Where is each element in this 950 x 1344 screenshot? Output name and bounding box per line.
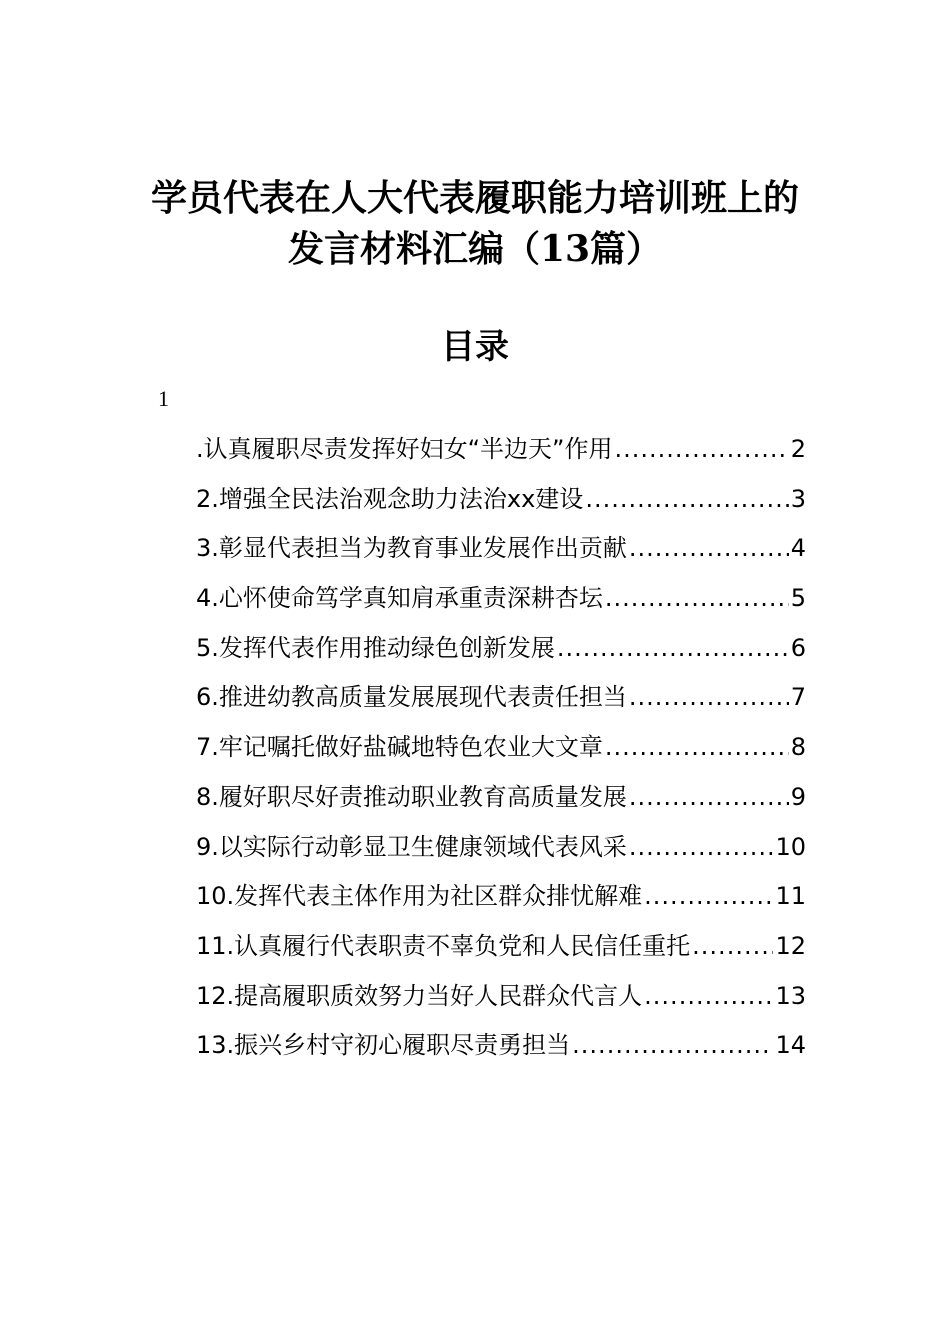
- toc-entry-title: 11.认真履行代表职责不辜负党和人民信任重托: [196, 931, 691, 960]
- toc-entry-page: 5: [790, 584, 806, 613]
- toc-dot-leader: [629, 780, 789, 814]
- toc-entry-2[interactable]: [196, 482, 806, 532]
- toc-dot-leader: [692, 929, 773, 963]
- table-of-contents: [196, 432, 806, 1078]
- document-title-line-1: 学员代表在人大代表履职能力培训班上的: [150, 177, 799, 219]
- toc-entry-9[interactable]: [196, 830, 806, 880]
- toc-entry-page: 2: [790, 435, 806, 463]
- toc-dot-leader: [644, 979, 773, 1013]
- toc-entry-title: 5.发挥代表作用推动绿色创新发展: [196, 633, 555, 662]
- toc-dot-leader: [644, 879, 773, 913]
- toc-entry-page: 6: [790, 633, 806, 662]
- toc-entry-11[interactable]: [196, 929, 806, 979]
- toc-dot-leader: [605, 581, 789, 615]
- toc-dot-leader: [572, 1028, 773, 1062]
- toc-entry-title: 12.提高履职质效努力当好人民群众代言人: [196, 981, 643, 1010]
- toc-entry-title: 2.增强全民法治观念助力法治xx建设: [196, 484, 584, 513]
- toc-entry-page: 8: [790, 733, 806, 762]
- toc-entry-title: 7.牢记嘱托做好盐碱地特色农业大文章: [196, 733, 603, 762]
- toc-dot-leader: [629, 830, 774, 864]
- toc-entry-title: 3.彰显代表担当为教育事业发展作出贡献: [196, 534, 627, 563]
- toc-entry-4[interactable]: [196, 581, 806, 631]
- toc-entry-1[interactable]: [196, 432, 806, 482]
- toc-heading: 目录: [441, 327, 509, 367]
- toc-entry-8[interactable]: [196, 780, 806, 830]
- toc-entry-page: 10: [775, 832, 806, 861]
- page-number-label: 1: [158, 386, 169, 411]
- toc-entry-5[interactable]: [196, 631, 806, 681]
- toc-entry-6[interactable]: [196, 680, 806, 730]
- toc-dot-leader: [557, 631, 789, 665]
- toc-entry-page: 14: [775, 1031, 806, 1060]
- toc-entry-page: 3: [790, 484, 806, 513]
- toc-dot-leader: [629, 531, 789, 565]
- toc-entry-title: 9.以实际行动彰显卫生健康领域代表风采: [196, 832, 627, 861]
- toc-entry-10[interactable]: [196, 879, 806, 929]
- toc-entry-13[interactable]: [196, 1028, 806, 1078]
- toc-entry-page: 7: [790, 683, 806, 712]
- toc-entry-title: 13.振兴乡村守初心履职尽责勇担当: [196, 1031, 571, 1060]
- toc-entry-3[interactable]: [196, 531, 806, 581]
- document-title-line-2: 发言材料汇编（13篇）: [287, 228, 663, 270]
- toc-entry-page: 4: [790, 534, 806, 563]
- toc-entry-page: 9: [790, 782, 806, 811]
- toc-entry-title: 8.履好职尽好责推动职业教育高质量发展: [196, 782, 627, 811]
- toc-dot-leader: [629, 680, 789, 714]
- toc-entry-page: 13: [775, 981, 806, 1010]
- toc-entry-title: 10.发挥代表主体作用为社区群众排忧解难: [196, 882, 643, 911]
- toc-entry-12[interactable]: [196, 979, 806, 1029]
- toc-entry-7[interactable]: [196, 730, 806, 780]
- toc-dot-leader: [585, 482, 788, 516]
- toc-entry-page: 11: [775, 882, 806, 911]
- toc-dot-leader: [615, 432, 789, 466]
- toc-entry-title: 4.心怀使命笃学真知肩承重责深耕杏坛: [196, 584, 603, 613]
- toc-entry-page: 12: [775, 931, 806, 960]
- toc-entry-title: 6.推进幼教高质量发展展现代表责任担当: [196, 683, 627, 712]
- toc-entry-title: .认真履职尽责发挥好妇女“半边天”作用: [196, 435, 613, 463]
- toc-dot-leader: [605, 730, 789, 764]
